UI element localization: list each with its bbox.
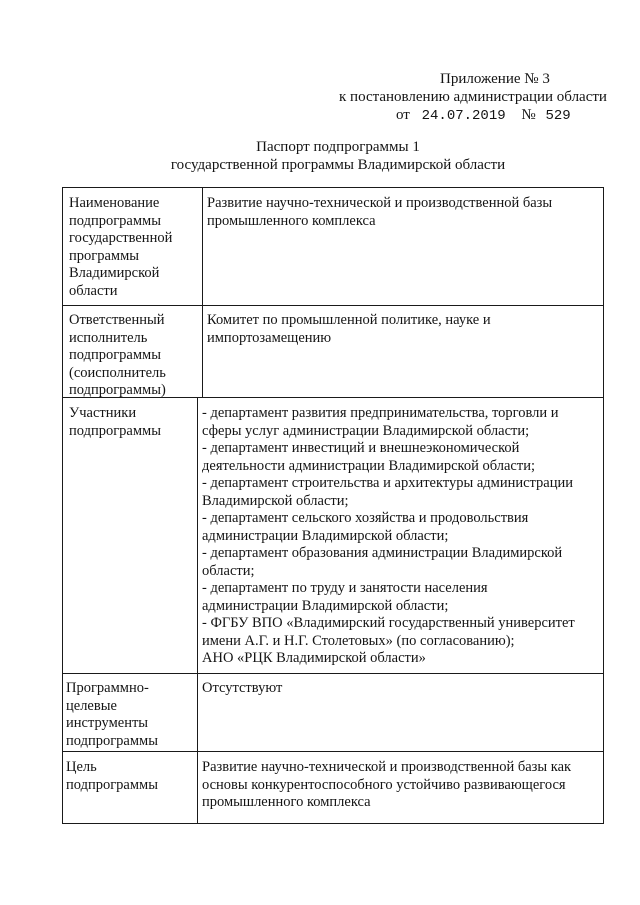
label-line: области xyxy=(69,282,118,299)
decree-reference: к постановлению администрации области xyxy=(339,89,607,105)
appendix-label: Приложение № 3 xyxy=(440,71,550,87)
decree-number: 529 xyxy=(545,108,571,124)
value-line: - департамент по труду и занятости населения xyxy=(202,580,488,596)
label-line: Цель xyxy=(66,759,97,775)
row-2-label xyxy=(69,312,197,400)
value-line: - ФГБУ ВПО «Владимирский государственный университет xyxy=(202,615,575,631)
value-line: администрации Владимирской области; xyxy=(202,597,449,614)
label-line: Владимирской xyxy=(69,265,160,281)
value-line: - департамент сельского хозяйства и продовольствия xyxy=(202,510,529,526)
label-line: Программно- xyxy=(66,680,149,696)
value-line: администрации Владимирской области; xyxy=(202,527,449,544)
row-3-value xyxy=(202,405,600,668)
label-line: подпрограммы xyxy=(69,422,161,439)
value-line: промышленного комплекса xyxy=(207,212,376,229)
value-line: деятельности администрации Владимирской области; xyxy=(202,457,535,474)
value-line: промышленного комплекса xyxy=(202,794,371,810)
column-divider xyxy=(197,397,198,824)
label-line: Наименование xyxy=(69,195,160,211)
row-4-label xyxy=(66,680,194,750)
title-line-1: Паспорт подпрограммы 1 xyxy=(256,139,420,155)
label-line: Ответственный xyxy=(69,312,165,328)
label-line: подпрограммы xyxy=(66,732,158,749)
number-prefix: № xyxy=(521,107,536,123)
row-divider xyxy=(62,673,604,674)
row-divider xyxy=(62,305,604,306)
row-5-label xyxy=(66,759,194,794)
label-line: подпрограммы xyxy=(69,347,161,363)
value-line: Владимирской области; xyxy=(202,492,349,509)
row-2-value xyxy=(207,312,599,347)
value-line: области; xyxy=(202,562,255,579)
value-line: сферы услуг администрации Владимирской области; xyxy=(202,422,530,439)
title-line-2: государственной программы Владимирской области xyxy=(170,157,506,173)
value-line: Развитие научно-технической и производственной базы как xyxy=(202,759,572,775)
label-line: (соисполнитель xyxy=(69,364,166,381)
row-divider xyxy=(62,751,604,752)
value-line: импортозамещению xyxy=(207,329,332,346)
label-line: программы xyxy=(69,247,139,264)
decree-date-line xyxy=(396,106,571,125)
value-line: - департамент инвестиций и внешнеэкономической xyxy=(202,440,520,456)
value-line: АНО «РЦК Владимирской области» xyxy=(202,650,426,666)
label-line: инструменты xyxy=(66,715,149,731)
label-line: подпрограммы xyxy=(66,776,158,793)
value-line: Развитие научно-технической и производственной базы xyxy=(207,195,553,211)
row-3-label xyxy=(69,405,197,440)
row-1-value xyxy=(207,195,599,230)
label-line: Участники xyxy=(69,405,137,421)
date-prefix: от xyxy=(396,107,410,123)
value-line: Комитет по промышленной политике, науке и xyxy=(207,312,491,328)
value-line: - департамент развития предпринимательства, торговли и xyxy=(202,405,559,421)
row-1-label xyxy=(69,195,197,300)
column-divider xyxy=(202,187,203,397)
decree-date: 24.07.2019 xyxy=(421,108,506,124)
value-line: основы конкурентоспособного устойчиво развивающегося xyxy=(202,776,566,793)
label-line: целевые xyxy=(66,697,117,714)
label-line: исполнитель xyxy=(69,329,148,346)
label-line: государственной xyxy=(69,230,173,246)
value-line: Отсутствуют xyxy=(202,680,283,696)
value-line: - департамент образования администрации Владимирской xyxy=(202,545,563,561)
label-line: подпрограммы xyxy=(69,212,161,229)
row-4-value xyxy=(202,680,600,698)
label-line: подпрограммы) xyxy=(69,382,166,398)
row-5-value xyxy=(202,759,600,812)
value-line: имени А.Г. и Н.Г. Столетовых» (по согласованию); xyxy=(202,632,515,649)
page-title xyxy=(60,138,616,174)
value-line: - департамент строительства и архитектуры администрации xyxy=(202,475,574,491)
